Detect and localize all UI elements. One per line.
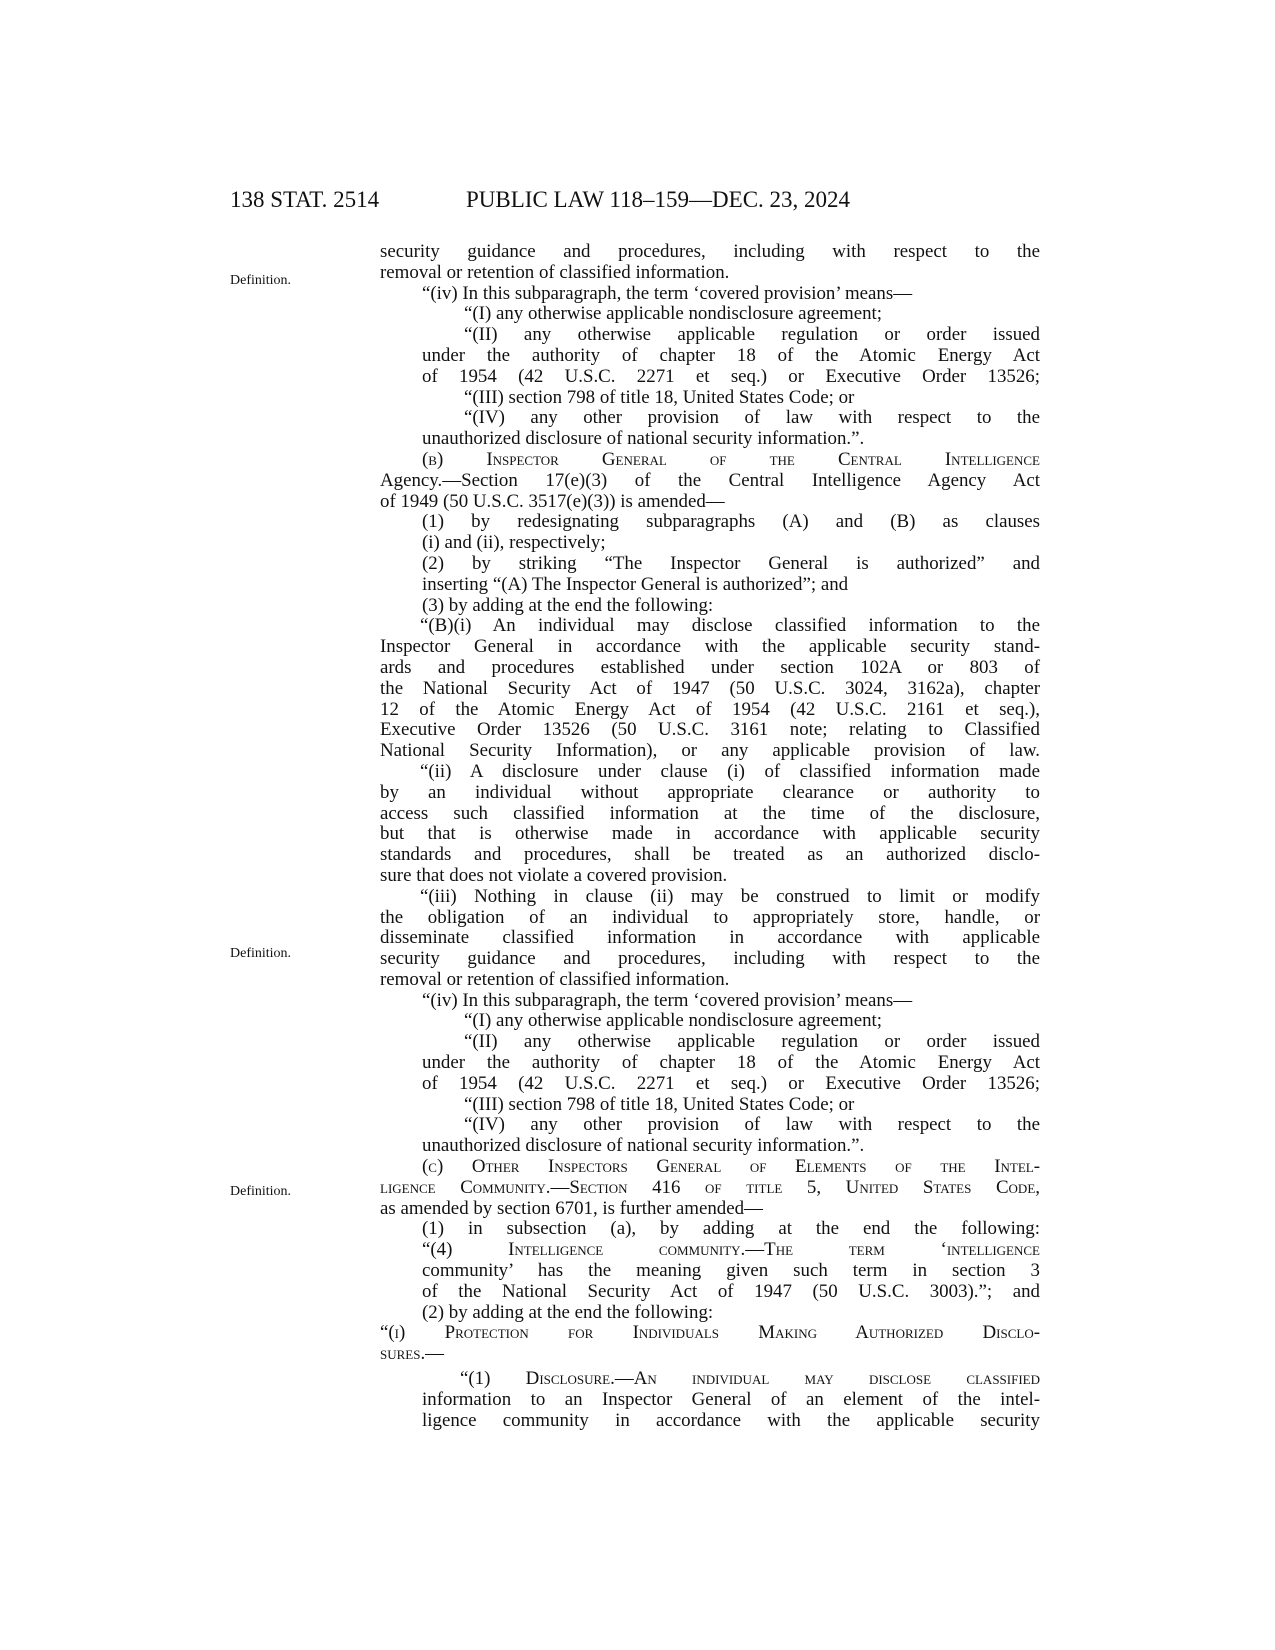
text-line: under the authority of chapter 18 of the Atomic Energy Act bbox=[422, 344, 1040, 366]
text-line: sure that does not violate a covered provision. bbox=[380, 864, 728, 886]
text-line: Agency.—Section 17(e)(3) of the Central Intelligence Agency Act bbox=[380, 469, 1040, 491]
text-line: of 1949 (50 U.S.C. 3517(e)(3)) is amended— bbox=[380, 490, 725, 512]
text-line: the obligation of an individual to appropriately store, handle, or bbox=[380, 906, 1040, 928]
text-line: “(II) any otherwise applicable regulation or order issued bbox=[464, 324, 1040, 346]
margin-note-definition: Definition. bbox=[230, 273, 292, 288]
text-line: “(IV) any other provision of law with respect to the bbox=[464, 1114, 1040, 1136]
text-line: “(iii) Nothing in clause (ii) may be construed to limit or modify bbox=[420, 885, 1040, 907]
text-line: inserting “(A) The Inspector General is authorized”; and bbox=[422, 573, 849, 595]
section-heading-line: sures.— bbox=[380, 1343, 445, 1365]
text-line: National Security Information), or any applicable provision of law. bbox=[380, 740, 1040, 762]
text-line: Inspector General in accordance with the applicable security stand- bbox=[380, 636, 1040, 658]
text-line: access such classified information at the time of the disclosure, bbox=[380, 802, 1040, 824]
text-line: (i) and (ii), respectively; bbox=[422, 532, 606, 554]
text-line: “(III) section 798 of title 18, United States Code; or bbox=[464, 386, 855, 408]
text-line: removal or retention of classified information. bbox=[380, 968, 730, 990]
text-line: (1) in subsection (a), by adding at the end the following: bbox=[422, 1218, 1040, 1240]
text-line: (2) by adding at the end the following: bbox=[422, 1301, 714, 1323]
text-line: “(III) section 798 of title 18, United States Code; or bbox=[464, 1093, 855, 1115]
text-line: of the National Security Act of 1947 (50 U.S.C. 3003).”; and bbox=[422, 1280, 1040, 1302]
text-line: ligence community in accordance with the applicable security bbox=[422, 1409, 1040, 1431]
page-stat-number: 138 STAT. 2514 bbox=[230, 187, 380, 212]
text-line: “(I) any otherwise applicable nondisclosure agreement; bbox=[464, 303, 883, 325]
text-line: removal or retention of classified information. bbox=[380, 261, 730, 283]
text-line: “(I) any otherwise applicable nondisclosure agreement; bbox=[464, 1010, 883, 1032]
text-line: as amended by section 6701, is further amended— bbox=[380, 1197, 763, 1219]
section-heading-line: “(4) Intelligence community.—The term ‘intelligence bbox=[422, 1239, 1040, 1261]
text-line: “(iv) In this subparagraph, the term ‘covered provision’ means— bbox=[422, 989, 913, 1011]
text-line: of 1954 (42 U.S.C. 2271 et seq.) or Executive Order 13526; bbox=[422, 1072, 1040, 1094]
text-line: security guidance and procedures, including with respect to the bbox=[380, 241, 1040, 262]
text-line: (2) by striking “The Inspector General is authorized” and bbox=[422, 552, 1040, 574]
text-line: “(IV) any other provision of law with respect to the bbox=[464, 407, 1040, 429]
text-line: security guidance and procedures, including with respect to the bbox=[380, 948, 1040, 970]
text-line: ards and procedures established under section 102A or 803 of bbox=[380, 656, 1040, 678]
text-line: unauthorized disclosure of national security information.”. bbox=[422, 1135, 865, 1157]
text-line: standards and procedures, shall be treated as an authorized disclo- bbox=[380, 844, 1040, 866]
section-heading-line: ligence Community.—Section 416 of title 5, United States Code, bbox=[380, 1176, 1040, 1198]
text-line: “(B)(i) An individual may disclose classified information to the bbox=[420, 615, 1040, 637]
text-line: 12 of the Atomic Energy Act of 1954 (42 U.S.C. 2161 et seq.), bbox=[380, 698, 1040, 720]
statute-body bbox=[380, 242, 1040, 1431]
text-line: “(ii) A disclosure under clause (i) of classified information made bbox=[420, 760, 1040, 782]
text-line: of 1954 (42 U.S.C. 2271 et seq.) or Executive Order 13526; bbox=[422, 365, 1040, 387]
section-heading-line: “(1) Disclosure.—An individual may disclose classified bbox=[460, 1368, 1040, 1390]
text-line: disseminate classified information in accordance with applicable bbox=[380, 927, 1040, 949]
text-line: community’ has the meaning given such term in section 3 bbox=[422, 1260, 1040, 1282]
section-heading-line: (b) Inspector General of the Central Intelligence bbox=[422, 448, 1040, 470]
text-line: “(II) any otherwise applicable regulation or order issued bbox=[464, 1031, 1040, 1053]
margin-note-definition: Definition. bbox=[230, 946, 292, 961]
margin-note-definition: Definition. bbox=[230, 1184, 292, 1199]
text-line: by an individual without appropriate clearance or authority to bbox=[380, 781, 1040, 803]
text-line: unauthorized disclosure of national security information.”. bbox=[422, 428, 865, 450]
text-line: under the authority of chapter 18 of the Atomic Energy Act bbox=[422, 1052, 1040, 1074]
section-heading-line: “(i) Protection for Individuals Making Authorized Disclo- bbox=[380, 1322, 1040, 1344]
section-heading-line: (c) Other Inspectors General of Elements of the Intel- bbox=[422, 1156, 1040, 1178]
text-line: but that is otherwise made in accordance with applicable security bbox=[380, 823, 1040, 845]
text-line: (1) by redesignating subparagraphs (A) and (B) as clauses bbox=[422, 511, 1040, 533]
text-line: the National Security Act of 1947 (50 U.S.C. 3024, 3162a), chapter bbox=[380, 677, 1040, 699]
text-line: Executive Order 13526 (50 U.S.C. 3161 note; relating to Classified bbox=[380, 719, 1040, 741]
text-line: (3) by adding at the end the following: bbox=[422, 594, 714, 616]
text-line: information to an Inspector General of an element of the intel- bbox=[422, 1388, 1040, 1410]
text-line: “(iv) In this subparagraph, the term ‘covered provision’ means— bbox=[422, 282, 913, 304]
page-law-header: PUBLIC LAW 118–159—DEC. 23, 2024 bbox=[466, 187, 851, 212]
